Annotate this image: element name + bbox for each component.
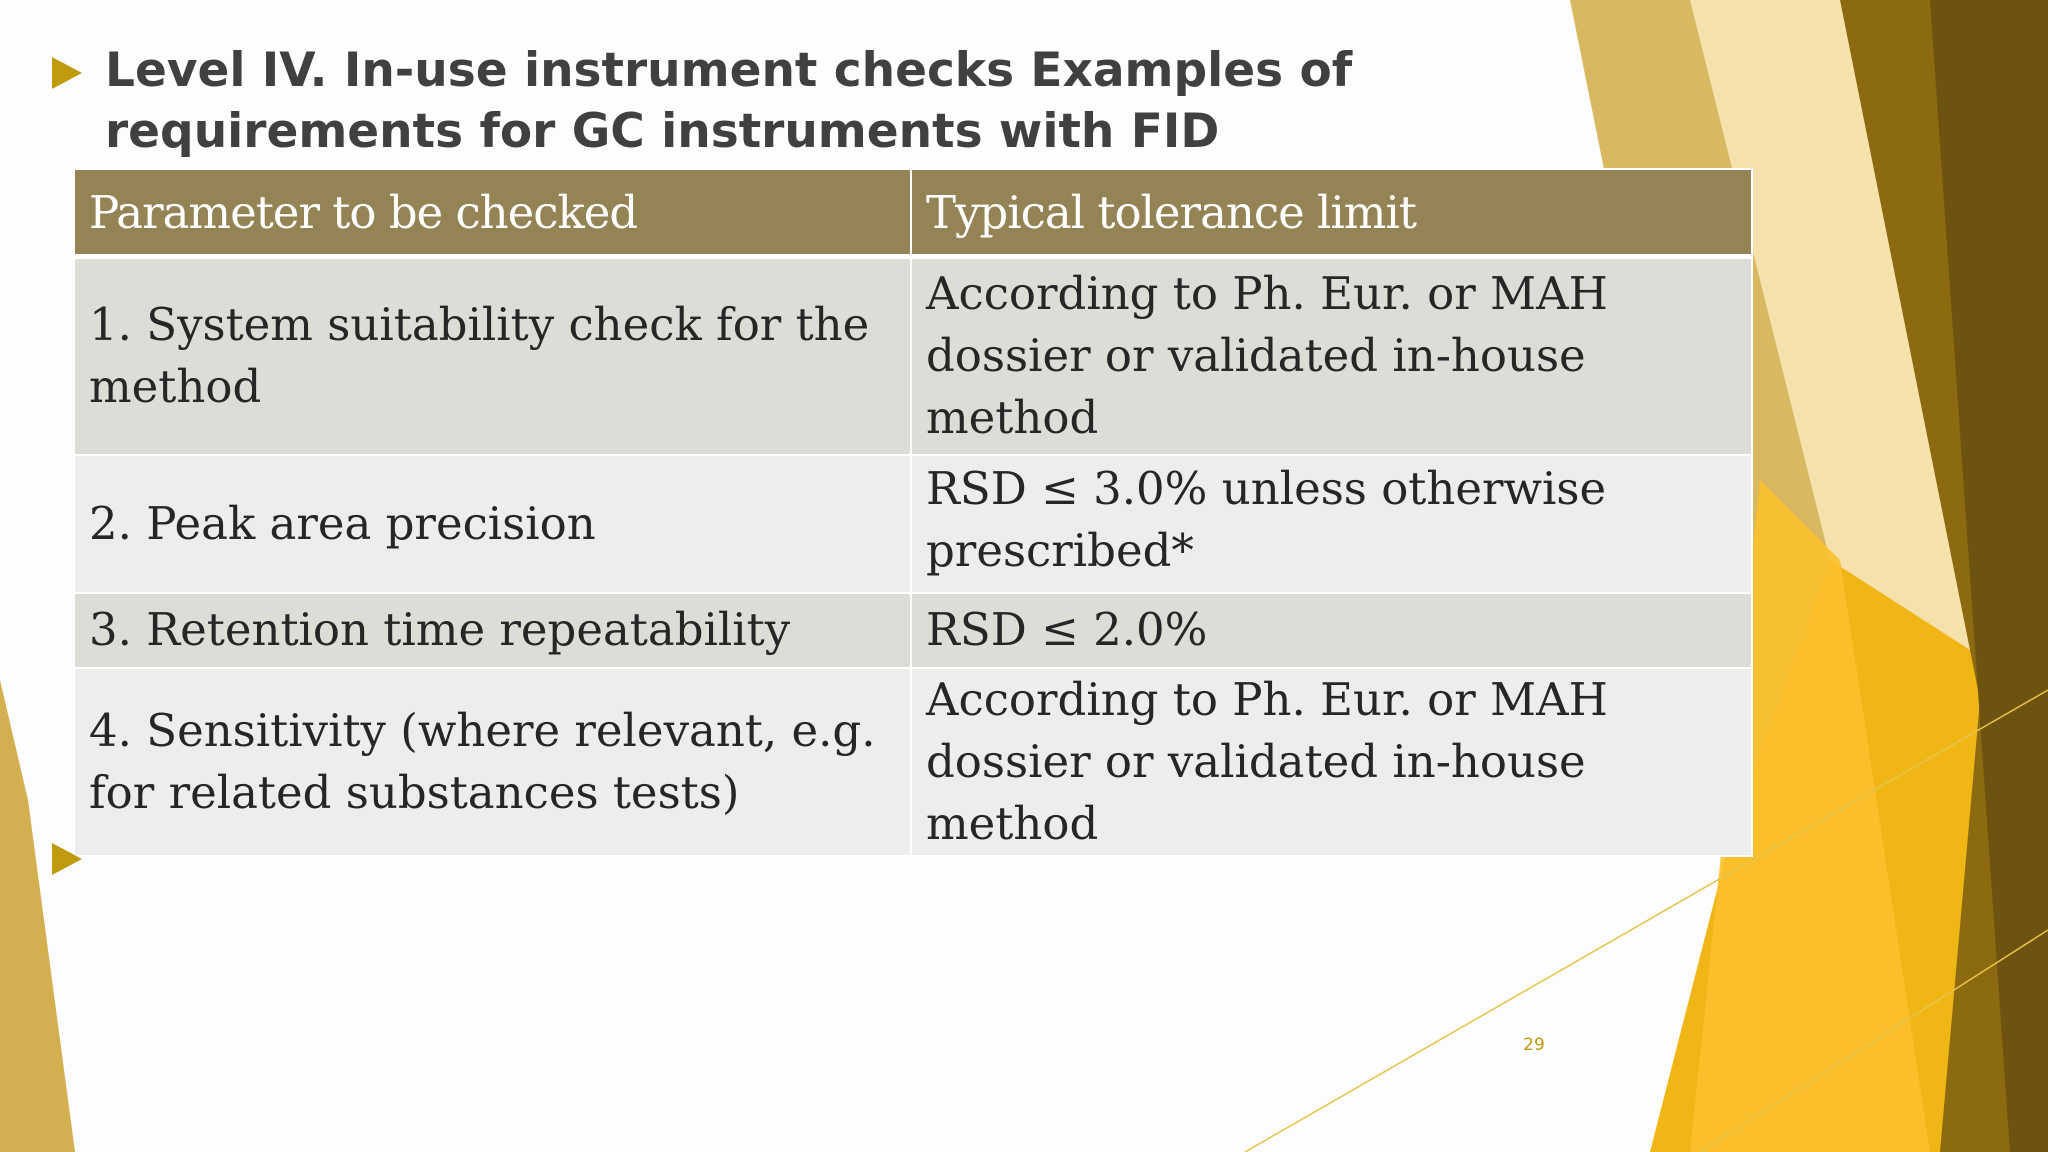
- empty-bullet-icon: [52, 843, 82, 875]
- tolerance-cell: RSD ≤ 3.0% unless otherwise prescribed*: [911, 455, 1752, 593]
- table-header-row: [74, 169, 1752, 257]
- title-bullet-icon: [52, 57, 82, 89]
- table-row: [74, 455, 1752, 593]
- parameter-cell: 3. Retention time repeatability: [74, 593, 911, 668]
- slide-title: Level IV. In-use instrument checks Examples of requirements for GC instruments with FID: [105, 43, 1353, 159]
- table-row: [74, 257, 1752, 455]
- parameter-cell: 1. System suitability check for the method: [74, 257, 911, 455]
- requirements-table: [73, 168, 1753, 857]
- header-tolerance: Typical tolerance limit: [911, 169, 1752, 257]
- tolerance-cell: According to Ph. Eur. or MAH dossier or validated in-house method: [911, 668, 1752, 856]
- gold-facet-left: [0, 680, 75, 1152]
- slide-number: 29: [1523, 1035, 1545, 1055]
- parameter-cell: 4. Sensitivity (where relevant, e.g. for related substances tests): [74, 668, 911, 856]
- tolerance-cell: According to Ph. Eur. or MAH dossier or validated in-house method: [911, 257, 1752, 455]
- tolerance-cell: RSD ≤ 2.0%: [911, 593, 1752, 668]
- table-row: [74, 593, 1752, 668]
- table-row: [74, 668, 1752, 856]
- header-parameter: Parameter to be checked: [74, 169, 911, 257]
- parameter-cell: 2. Peak area precision: [74, 455, 911, 593]
